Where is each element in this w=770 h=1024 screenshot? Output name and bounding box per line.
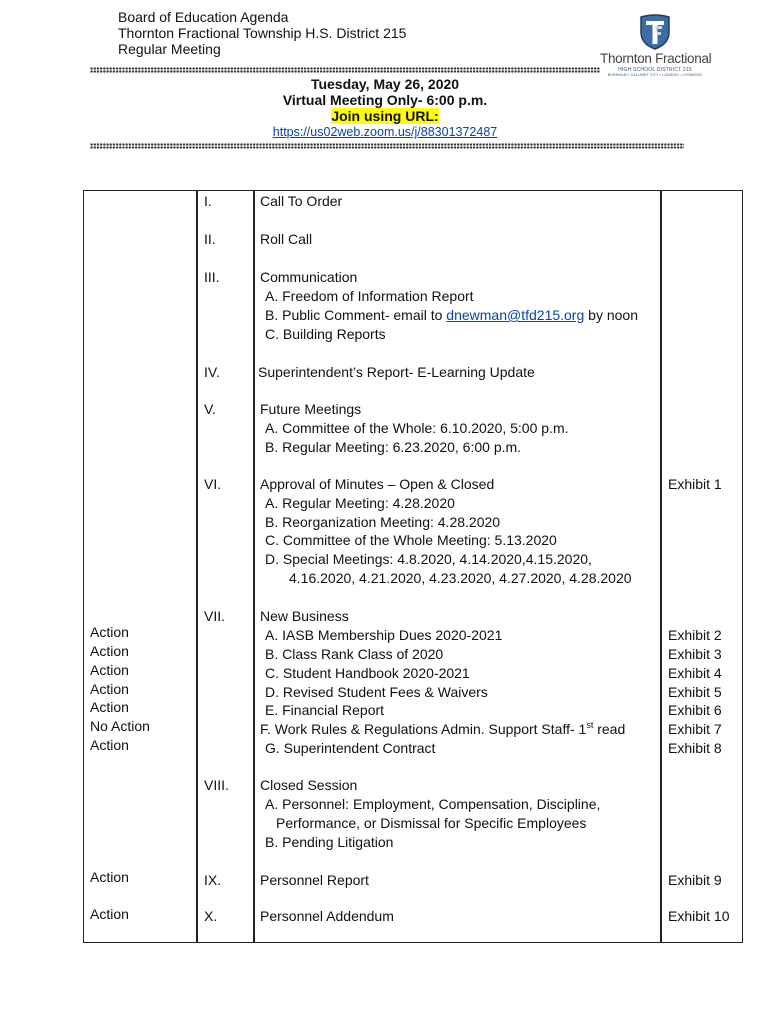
item-call-to-order: Call To Order [260,193,343,209]
document-header [118,9,406,57]
column-divider-3 [660,190,662,943]
item-number: V. [204,401,216,417]
meeting-date: Tuesday, May 26, 2020 [310,76,460,92]
item-personnel-report: Personnel Report [260,872,369,888]
sub-item: A. IASB Membership Dues 2020-2021 [265,627,503,643]
action-label: Action [90,906,129,922]
action-label: Action [90,681,129,697]
item-number: VIII. [204,777,229,793]
shield-icon [638,14,672,50]
sub-item: D. Special Meetings: 4.8.2020, 4.14.2020,4.15.2020, [265,551,592,567]
exhibit-label: Exhibit 2 [668,627,722,643]
email-link[interactable]: dnewman@tfd215.org [446,307,585,323]
action-label: Action [90,699,129,715]
item-number: II. [204,231,216,247]
item-number: III. [204,269,220,285]
sub-item: B. Regular Meeting: 6.23.2020, 6:00 p.m. [265,439,522,455]
sub-item: A. Committee of the Whole: 6.10.2020, 5:00 p.m. [265,420,569,436]
sub-item-public-comment: B. Public Comment- email to dnewman@tfd215.org by noon [265,307,638,323]
exhibit-label: Exhibit 1 [668,476,722,492]
action-label: Action [90,869,129,885]
logo-subtitle: HIGH SCHOOL DISTRICT 215 BURNHAM • CALUMET CITY • LANSING • LYNWOOD [607,67,703,77]
meeting-type: Virtual Meeting Only- 6:00 p.m. [282,92,488,108]
action-label: Action [90,624,129,640]
column-divider-2 [253,190,255,943]
item-number: IV. [204,364,220,380]
sub-item: B. Class Rank Class of 2020 [265,646,444,662]
exhibit-label: Exhibit 7 [668,721,722,737]
item-personnel-addendum: Personnel Addendum [260,908,394,924]
sub-item: A. Freedom of Information Report [265,288,474,304]
action-label: Action [90,737,129,753]
item-number: IX. [204,872,222,888]
sub-item-continued: 4.16.2020, 4.21.2020, 4.23.2020, 4.27.2020, 4.28.2020 [289,570,632,586]
sub-item-continued: Performance, or Dismissal for Specific Employees [276,815,587,831]
item-new-business: New Business [260,608,349,624]
item-communication: Communication [260,269,358,285]
action-label: Action [90,662,129,678]
sub-item: D. Revised Student Fees & Waivers [265,684,488,700]
sub-item: C. Building Reports [265,326,386,342]
item-closed-session: Closed Session [260,777,358,793]
action-label: No Action [90,718,150,734]
exhibit-label: Exhibit 6 [668,702,722,718]
action-label: Action [90,643,129,659]
sub-item: A. Personnel: Employment, Compensation, Discipline, [265,796,601,812]
sub-item-work-rules: F. Work Rules & Regulations Admin. Support Staff- 1st read [260,720,626,737]
item-number: VI. [204,476,222,492]
header-meeting-type: Regular Meeting [118,41,221,57]
sub-item: C. Committee of the Whole Meeting: 5.13.2020 [265,532,557,548]
join-label-text: Join using URL: [331,108,439,124]
sub-item: A. Regular Meeting: 4.28.2020 [265,495,455,511]
sub-item: G. Superintendent Contract [265,740,436,756]
sub-item: B. Reorganization Meeting: 4.28.2020 [265,514,501,530]
exhibit-label: Exhibit 5 [668,684,722,700]
item-number: VII. [204,608,226,624]
zoom-link[interactable]: https://us02web.zoom.us/j/88301372487 [272,125,498,139]
item-future-meetings: Future Meetings [260,401,362,417]
item-roll-call: Roll Call [260,231,313,247]
item-approval-of-minutes: Approval of Minutes – Open & Closed [260,476,495,492]
column-divider-1 [196,190,198,943]
exhibit-label: Exhibit 8 [668,740,722,756]
exhibit-label: Exhibit 9 [668,872,722,888]
item-number: X. [204,908,218,924]
exhibit-label: Exhibit 10 [668,908,730,924]
meeting-divider [90,143,684,149]
sub-item: B. Pending Litigation [265,834,394,850]
exhibit-label: Exhibit 3 [668,646,722,662]
district-logo [600,14,710,76]
exhibit-label: Exhibit 4 [668,665,722,681]
header-district: Thornton Fractional Township H.S. District 215 [118,25,407,41]
sub-item: E. Financial Report [265,702,385,718]
sub-item: C. Student Handbook 2020-2021 [265,665,470,681]
item-superintendent-report: Superintendent’s Report- E-Learning Update [258,364,535,380]
header-title: Board of Education Agenda [118,9,289,25]
item-number: I. [204,193,212,209]
logo-wordmark: Thornton Fractional [600,51,712,66]
header-divider [90,67,600,73]
join-label [0,108,770,124]
